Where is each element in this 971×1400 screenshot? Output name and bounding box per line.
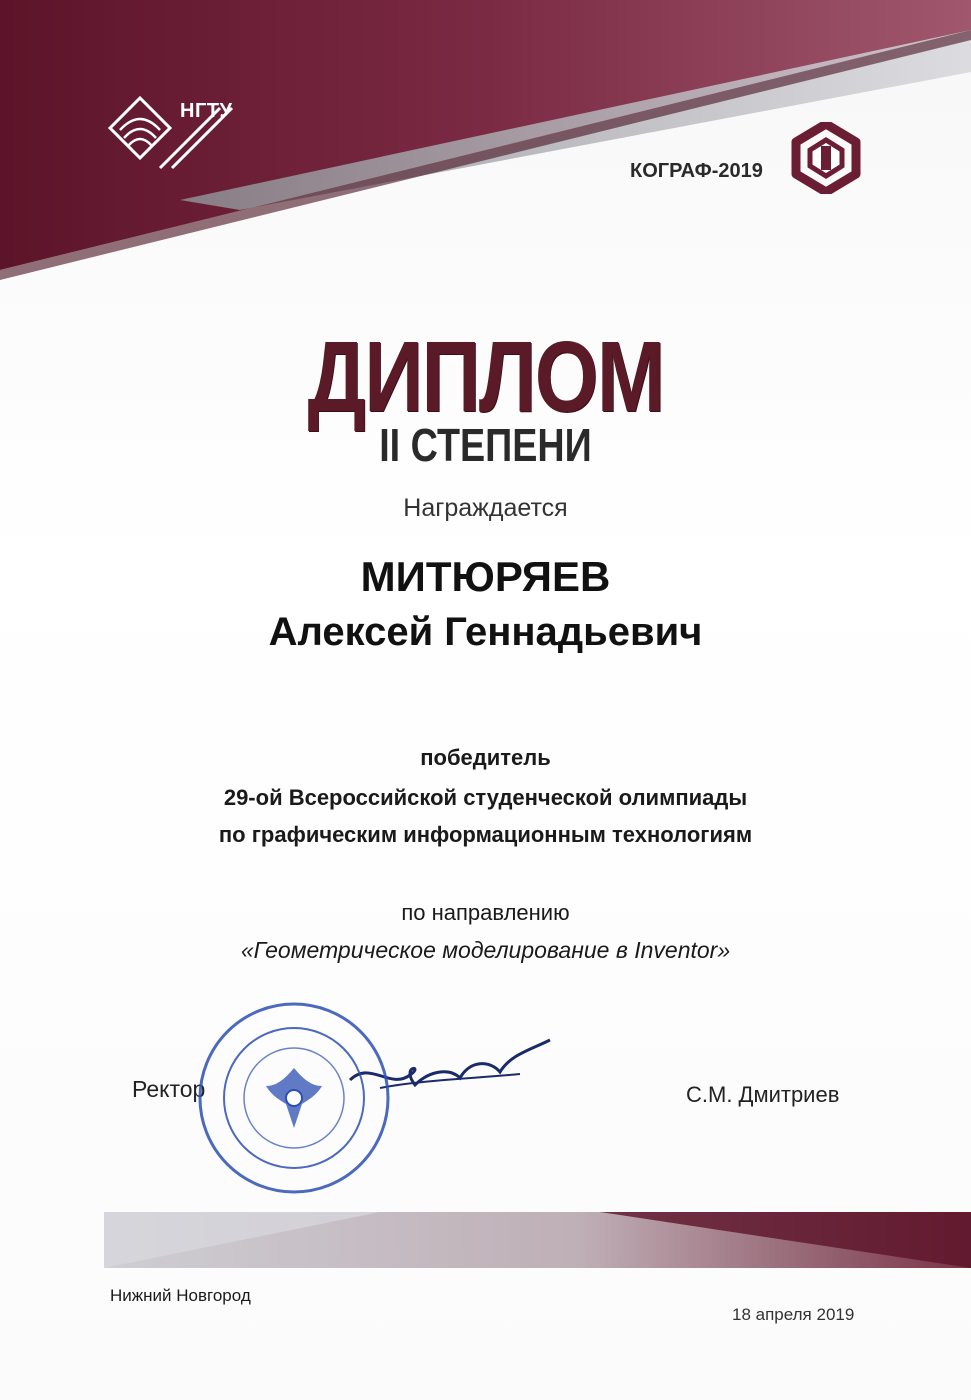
recipient-surname: МИТЮРЯЕВ — [360, 553, 611, 600]
date-label: 18 апреля 2019 — [732, 1305, 855, 1324]
signer-position: Ректор — [132, 1076, 206, 1102]
olympiad-field: по графическим информационным технологиям — [218, 822, 753, 847]
signer-name: С.М. Дмитриев — [686, 1082, 840, 1107]
diploma-degree: II СТЕПЕНИ — [379, 419, 592, 471]
university-logo-text: НГТУ — [180, 100, 233, 122]
official-stamp-icon — [196, 1000, 392, 1196]
city-label: Нижний Новгород — [110, 1286, 251, 1305]
direction-label: по направлению — [401, 900, 570, 925]
event-label: КОГРАФ-2019 — [630, 160, 763, 182]
recipient-given-names: Алексей Геннадьевич — [268, 610, 703, 654]
awarded-label: Награждается — [403, 494, 568, 522]
olympiad-name: 29-ой Всероссийской студенческой олимпиады — [223, 785, 748, 810]
direction-topic: «Геометрическое моделирование в Inventor» — [240, 937, 731, 963]
kograf-emblem-icon — [790, 122, 862, 194]
diploma-title: ДИПЛОМ — [307, 321, 664, 433]
winner-label: победитель — [420, 745, 551, 770]
